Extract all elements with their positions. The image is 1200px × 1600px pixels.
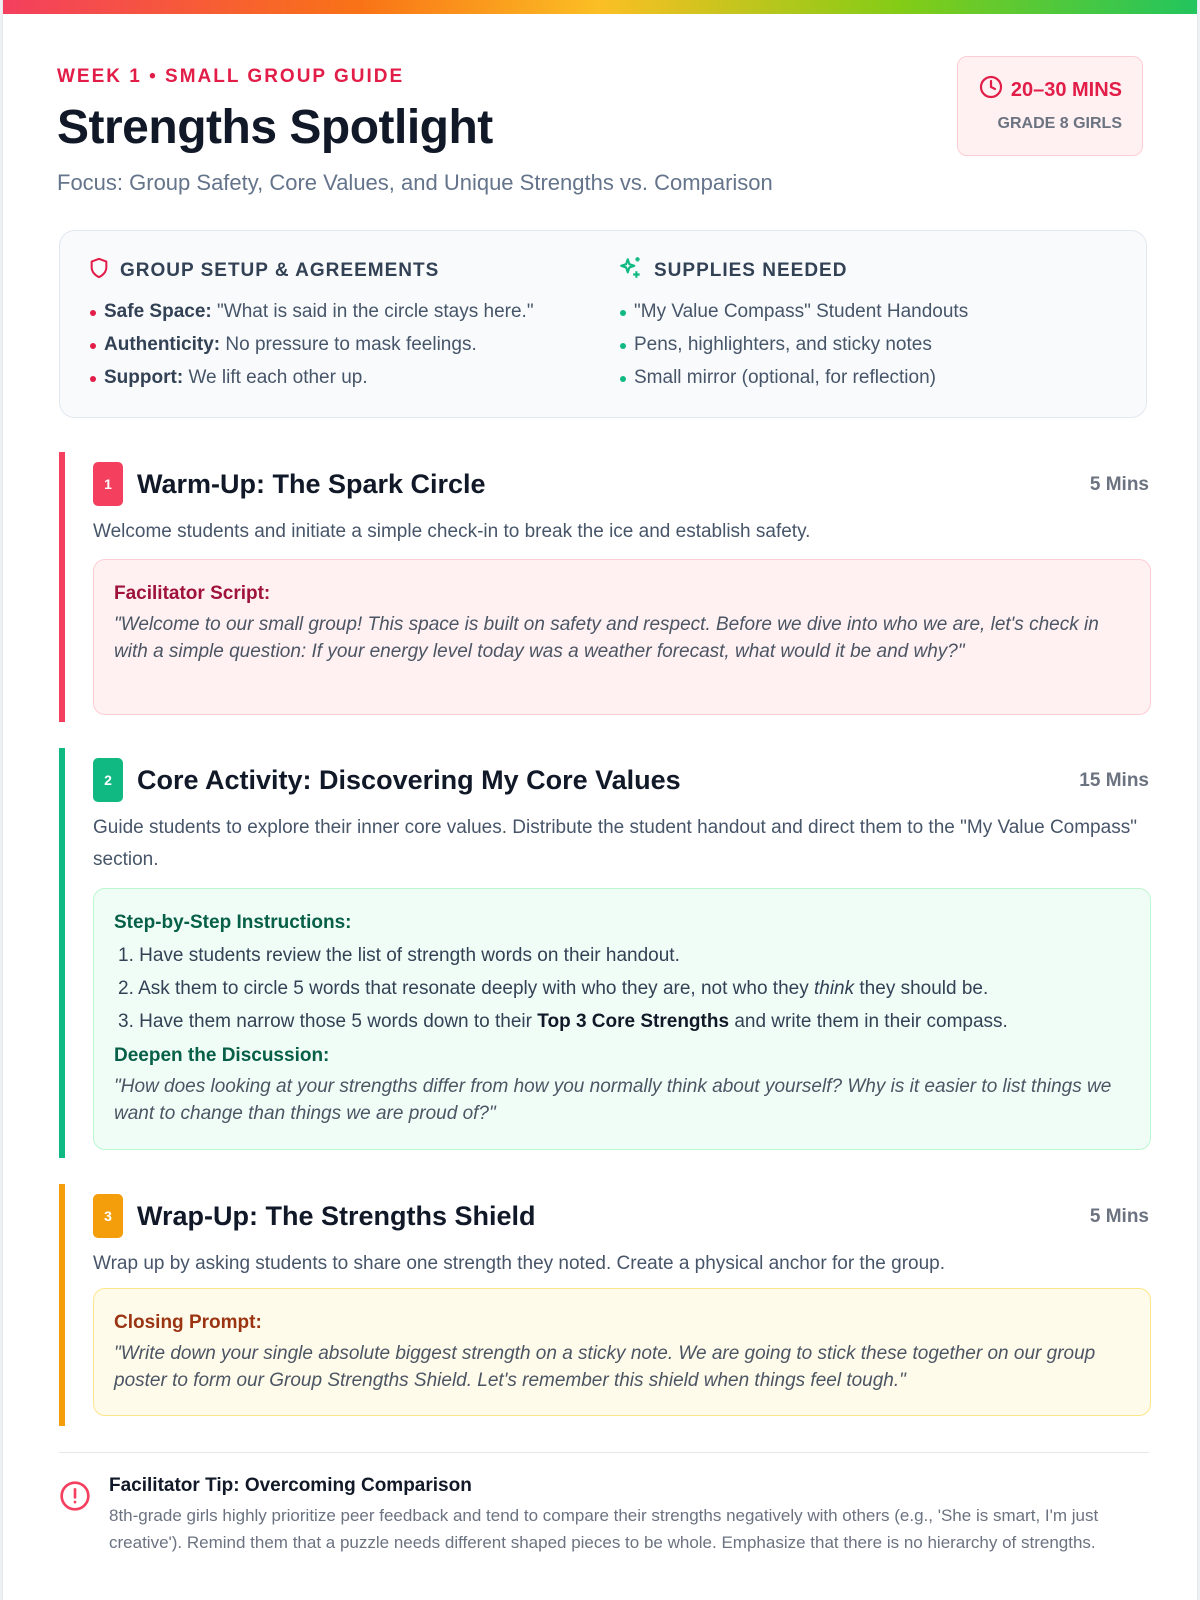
agreement-item: Safe Space: "What is said in the circle stays here." xyxy=(88,295,598,328)
lesson-guide-page xyxy=(2,0,1198,1600)
section-title: Warm-Up: The Spark Circle xyxy=(137,468,486,499)
supply-item: Small mirror (optional, for reflection) xyxy=(618,361,1128,394)
audience-text: GRADE 8 GIRLS xyxy=(997,115,1122,132)
box-title: Closing Prompt: xyxy=(114,1312,262,1333)
setup-panel xyxy=(59,230,1147,418)
agreements-column xyxy=(88,257,598,394)
step-item: 2. Ask them to circle 5 words that resonate deeply with who they are, not who they think they should be. xyxy=(118,978,989,999)
section-description: Guide students to explore their inner core values. Distribute the student handout and direct them to the "My Value Compass" section. xyxy=(93,817,1137,870)
page-subtitle: Focus: Group Safety, Core Values, and Unique Strengths vs. Comparison xyxy=(57,170,773,195)
section-description: Welcome students and initiate a simple check-in to break the ice and establish safety. xyxy=(93,521,811,542)
instructions-box xyxy=(93,888,1151,1150)
section-time: 5 Mins xyxy=(1089,1206,1149,1227)
section-number: 1 xyxy=(93,462,123,506)
step-item: 1. Have students review the list of strength words on their handout. xyxy=(118,945,680,966)
week-label: WEEK 1 • SMALL GROUP GUIDE xyxy=(57,66,405,87)
discussion-quote: "How does looking at your strengths differ from how you normally think about yourself? Why is it easier to list things we want to change than things we are proud of?" xyxy=(114,1076,1112,1124)
tip-title: Facilitator Tip: Overcoming Comparison xyxy=(109,1475,472,1496)
supply-item: Pens, highlighters, and sticky notes xyxy=(618,328,1128,361)
duration-badge xyxy=(957,56,1143,156)
supplies-column xyxy=(618,257,1128,394)
sparkles-icon xyxy=(618,255,644,287)
section-number: 2 xyxy=(93,758,123,802)
section-title: Core Activity: Discovering My Core Values xyxy=(137,764,681,795)
section-time: 5 Mins xyxy=(1089,474,1149,495)
gradient-top-bar xyxy=(3,0,1197,14)
section-title: Wrap-Up: The Strengths Shield xyxy=(137,1200,536,1231)
section-core-activity xyxy=(59,748,1149,1158)
section-wrap-up xyxy=(59,1184,1149,1426)
clock-icon xyxy=(979,75,1003,105)
page-title: Strengths Spotlight xyxy=(57,101,493,154)
duration-text: 20–30 MINS xyxy=(1010,78,1122,101)
script-quote: "Welcome to our small group! This space is built on safety and respect. Before we dive into who we are, let's check in with a simple question: If your energy level today was a weather forecast, what would it be and why?" xyxy=(114,614,1099,662)
agreement-item: Authenticity: No pressure to mask feelings. xyxy=(88,328,598,361)
box-title: Step-by-Step Instructions: xyxy=(114,912,352,933)
agreement-item: Support: We lift each other up. xyxy=(88,361,598,394)
section-description: Wrap up by asking students to share one strength they noted. Create a physical anchor for the group. xyxy=(93,1253,945,1274)
section-number: 3 xyxy=(93,1194,123,1238)
discussion-title: Deepen the Discussion: xyxy=(114,1045,330,1066)
shield-icon xyxy=(88,256,110,286)
section-time: 15 Mins xyxy=(1079,770,1149,791)
closing-prompt-box xyxy=(93,1288,1151,1416)
facilitator-script-box xyxy=(93,559,1151,715)
tip-body: 8th-grade girls highly prioritize peer feedback and tend to compare their strengths negatively with others (e.g., 'She is smart, I'm just creative'). Remind them that a puzzle needs different shaped pieces to be whole. Emphasize that there is no hierarchy of strengths. xyxy=(109,1506,1099,1552)
alert-circle-icon xyxy=(59,1480,91,1517)
supply-item: "My Value Compass" Student Handouts xyxy=(618,295,1128,328)
agreements-heading: GROUP SETUP & AGREEMENTS xyxy=(120,260,440,281)
section-warm-up xyxy=(59,452,1149,722)
supplies-heading: SUPPLIES NEEDED xyxy=(654,260,848,281)
closing-quote: "Write down your single absolute biggest strength on a sticky note. We are going to stick these together on our group poster to form our Group Strengths Shield. Let's remember this shield when things feel tough." xyxy=(114,1343,1096,1391)
footer-divider xyxy=(59,1452,1149,1453)
step-item: 3. Have them narrow those 5 words down to their Top 3 Core Strengths and write them in their compass. xyxy=(118,1011,1008,1032)
box-title: Facilitator Script: xyxy=(114,583,271,604)
